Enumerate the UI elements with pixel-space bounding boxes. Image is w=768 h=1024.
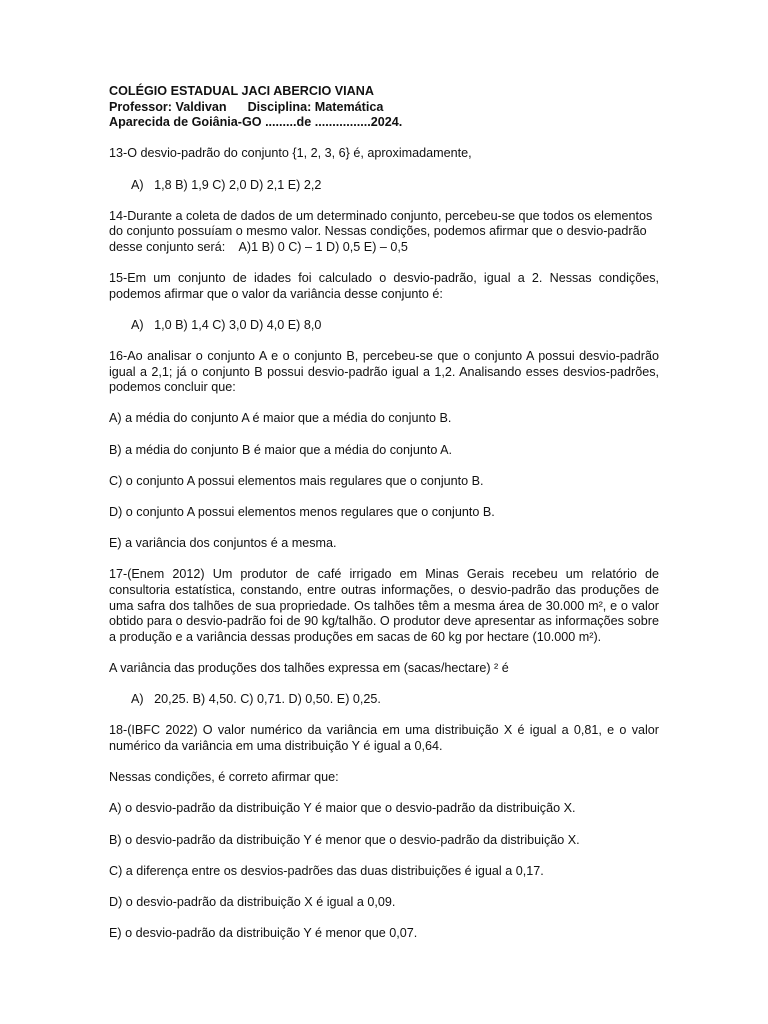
place-date: Aparecida de Goiânia-GO .........de ................2024. [109,115,403,130]
question-16-option-c: C) o conjunto A possui elementos mais regulares que o conjunto B. [109,473,484,488]
question-15-options: A) 1,0 B) 1,4 C) 3,0 D) 4,0 E) 8,0 [131,317,322,332]
question-18-option-e: E) o desvio-padrão da distribuição Y é menor que 0,07. [109,926,418,941]
question-13-stem: 13-O desvio-padrão do conjunto {1, 2, 3, 6} é, aproximadamente, [109,146,472,161]
question-14-line-2: do conjunto possuíam o mesmo valor. Nessas condições, podemos afirmar que o desvio-padrão [109,224,647,239]
question-16-option-e: E) a variância dos conjuntos é a mesma. [109,536,337,551]
question-16-option-d: D) o conjunto A possui elementos menos regulares que o conjunto B. [109,505,495,520]
question-18-stem: 18-(IBFC 2022) O valor numérico da variância em uma distribuição X é igual a 0,81, e o valor numérico da variância em uma distribuição Y é igual a 0,64. [109,723,659,753]
question-18-lead: Nessas condições, é correto afirmar que: [109,770,339,785]
question-18-option-a: A) o desvio-padrão da distribuição Y é maior que o desvio-padrão da distribuição X. [109,801,576,816]
question-14-line-1: 14-Durante a coleta de dados de um determinado conjunto, percebeu-se que todos os elementos [109,208,653,223]
question-17-options: A) 20,25. B) 4,50. C) 0,71. D) 0,50. E) 0,25. [131,692,381,707]
school-name: COLÉGIO ESTADUAL JACI ABERCIO VIANA [109,84,374,98]
question-18-option-c: C) a diferença entre os desvios-padrões das duas distribuições é igual a 0,17. [109,863,544,878]
teacher-discipline: Professor: Valdivan Disciplina: Matemática [109,99,384,114]
question-16-stem: 16-Ao analisar o conjunto A e o conjunto B, percebeu-se que o conjunto A possui desvio-padrão igual a 2,1; já o conjunto B possui desvio-padrão igual a 1,2. Analisando esses desvios-padrões, podemos concluir que: [109,349,659,395]
question-17-stem: 17-(Enem 2012) Um produtor de café irrigado em Minas Gerais recebeu um relatório de consultoria estatística, constando, entre outras informações, o desvio-padrão das produções de uma safra dos talhões de sua propriedade. Os talhões têm a mesma área de 30.000 m², e o valor obtido para o desvio-padrão foi de 90 kg/talhão. O produtor deve apresentar as informações sobre a produção e a variância dessas produções em sacas de 60 kg por hectare (10.000 m²). [109,567,659,644]
question-13-options: A) 1,8 B) 1,9 C) 2,0 D) 2,1 E) 2,2 [131,177,322,192]
question-18-option-b: B) o desvio-padrão da distribuição Y é menor que o desvio-padrão da distribuição X. [109,832,580,847]
question-17-question: A variância das produções dos talhões expressa em (sacas/hectare) ² é [109,660,509,675]
document-page [109,84,659,942]
question-14-line-3: desse conjunto será: A)1 B) 0 C) – 1 D) 0,5 E) – 0,5 [109,239,408,254]
question-16-option-b: B) a média do conjunto B é maior que a média do conjunto A. [109,442,453,457]
question-15-stem: 15-Em um conjunto de idades foi calculado o desvio-padrão, igual a 2. Nessas condições, podemos afirmar que o valor da variância desse conjunto é: [109,271,659,301]
question-16-option-a: A) a média do conjunto A é maior que a média do conjunto B. [109,411,452,426]
question-18-option-d: D) o desvio-padrão da distribuição X é igual a 0,09. [109,894,396,909]
document-header [109,84,659,131]
